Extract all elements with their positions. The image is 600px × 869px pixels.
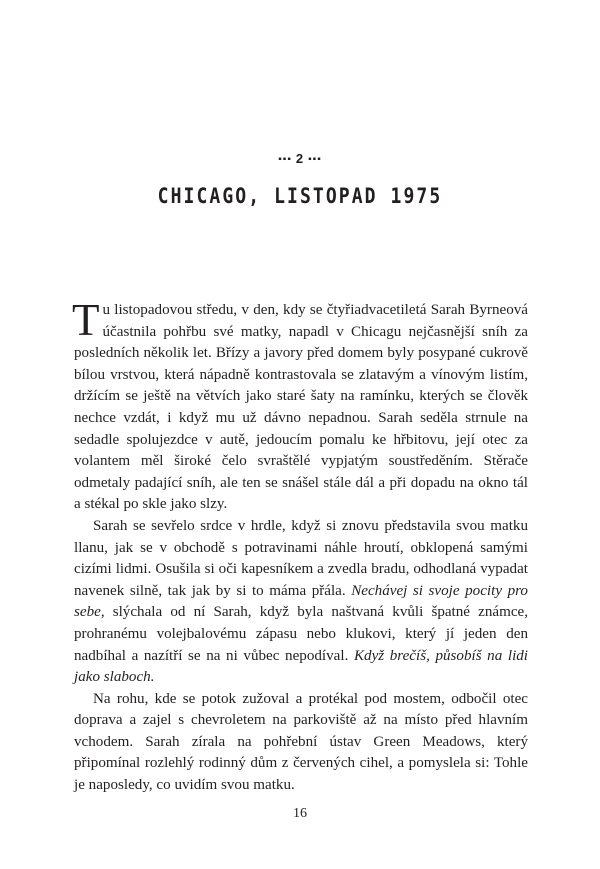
chapter-number-value: 2 [295, 151, 305, 166]
paragraph-2-text-a: Sarah se sevřelo srdce v hrdle, když si znovu představila svou matku llanu, jak se v obchodě s potravinami náhle hroutí, obklopená samými cizími lidmi. Osušila si oči kapesníkem a zvedla bradu, odhodlaná vypadat navenek silně, tak jak by si to máma přála. [74, 517, 528, 599]
paragraph-3-text: Na rohu, kde se potok zužoval a protékal pod mostem, odbočil otec doprava a zajel s chevroletem na parkoviště až na místo před hlavním vchodem. Sarah zírala na pohřební ústav Green Meadows, který připomínal rozlehlý rodinný dům z červených cihel, a pomyslela si: Tohle je naposledy, co uvidím svou matku. [74, 690, 528, 794]
drop-cap: T [72, 295, 100, 345]
paragraph-1-text: u listopadovou středu, v den, kdy se čtyřiadvacetiletá Sarah Byrneová účastnila pohřbu své matky, napadl v Chicagu nejčasnější sníh za posledních několik let. Břízy a javory před domem byly posypané cukrově bílou vrstvou, která nápadně kontrastovala se zlatavým a vínovým listím, držícím se ještě na větvích jako staré šaty na ramínku, kterých se člověk nechce vzdát, i když mu už dávno nepadnou. Sarah seděla strnule na sedadle spolujezdce v autě, jedoucím pomalu ke hřbitovu, její otec za volantem měl široké čelo svraštělé vypjatým soustředěním. Stěrače odmetaly padající sníh, ale ten se snášel stále dál a při dopadu na okno tál a stékal po skle jako slzy. [74, 302, 528, 513]
paragraph-2-italic-b: Když brečíš, působíš na lidi jako slaboch. [74, 647, 529, 686]
chapter-ornament-right: ▪▪▪ [308, 153, 322, 165]
body-text [72, 295, 529, 797]
paragraph-2-italic-a: Nechávej si svoje pocity pro sebe [74, 582, 528, 621]
paragraph-3 [74, 689, 528, 797]
page-number: 16 [293, 806, 307, 821]
paragraph-1 [72, 295, 528, 516]
chapter-ornament-left: ▪▪▪ [278, 153, 292, 165]
chapter-number [0, 150, 600, 169]
chapter-title: CHICAGO, LISTOPAD 1975 [157, 184, 443, 208]
paragraph-2 [74, 516, 528, 689]
paragraph-2-text-b: , slýchala od ní Sarah, když byla naštvaná kvůli špatné známce, prohranému volejbalovému zápasu nebo klukovi, který jí jeden den nadbíhal a nazítří se na ni vůbec nepodíval. [74, 604, 528, 664]
